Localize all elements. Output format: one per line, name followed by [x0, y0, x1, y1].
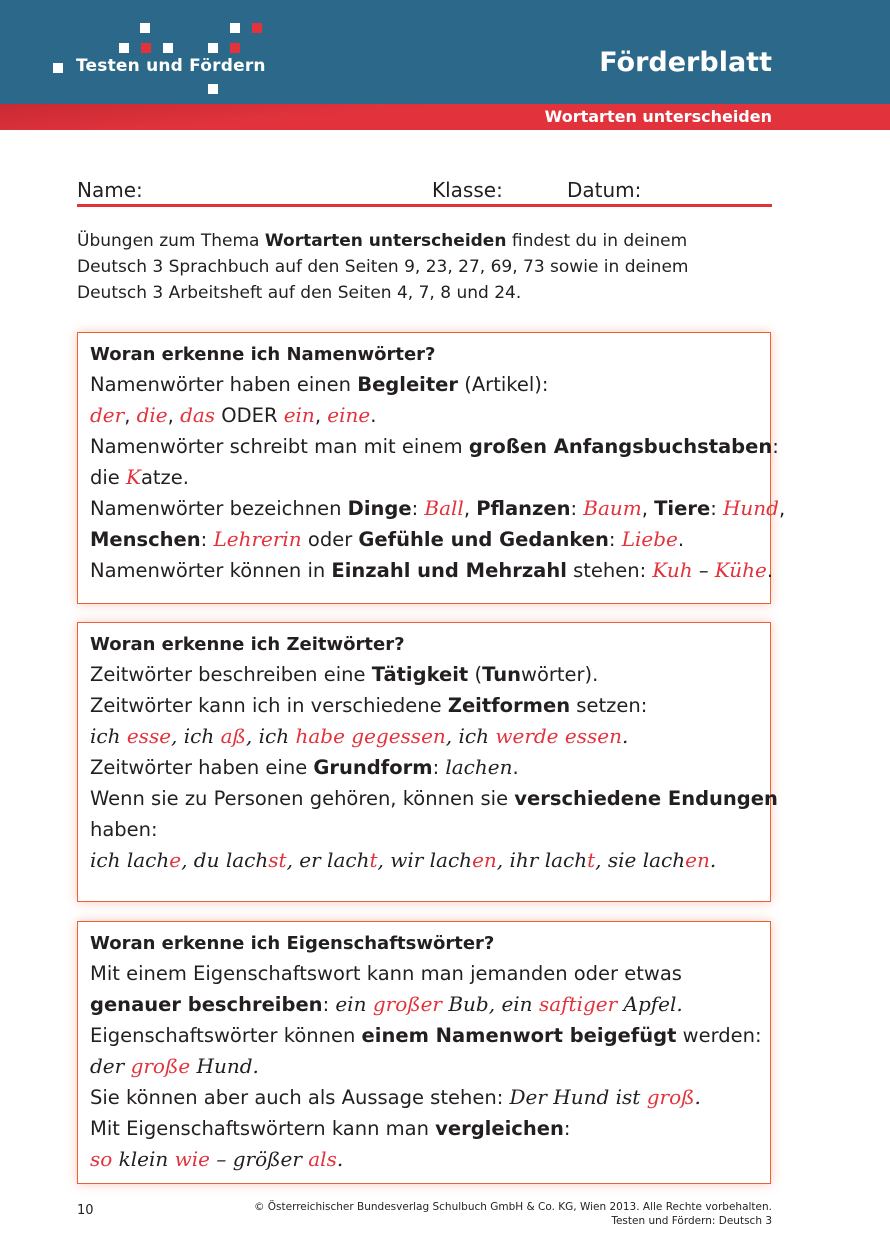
page-title: Förderblatt: [599, 47, 772, 78]
text: :: [411, 497, 425, 520]
text: Eigenschaftswörter können: [90, 1024, 362, 1047]
text-line: [90, 690, 758, 721]
text: .: [677, 528, 685, 551]
script-text: .: [709, 848, 717, 872]
red-script-text: Ball: [424, 496, 464, 520]
klasse-label: Klasse:: [432, 178, 503, 202]
text: ,: [314, 404, 328, 427]
red-script-text: Kuh: [652, 558, 693, 582]
text: ,: [641, 497, 655, 520]
script-text: , ich: [445, 724, 496, 748]
red-script-text: st: [268, 848, 287, 872]
text-line: [90, 1020, 762, 1051]
red-script-text: saftiger: [538, 992, 618, 1016]
script-text: .: [621, 724, 629, 748]
script-text: , sie lach: [595, 848, 686, 872]
script-text: lachen: [445, 755, 513, 779]
script-text: .: [336, 1147, 344, 1171]
red-script-text: Liebe: [621, 527, 678, 551]
red-script-text: Lehrerin: [213, 527, 302, 551]
copyright-text: © Österreichischer Bundesverlag Schulbuch GmbH & Co. KG, Wien 2013. Alle Rechte vorbehalten.: [253, 1201, 772, 1213]
header-bar: [0, 0, 890, 104]
red-script-text: esse: [126, 724, 172, 748]
box-namenwoerter: [77, 332, 786, 604]
text: ODER: [215, 404, 284, 427]
red-script-text: Hund: [722, 496, 779, 520]
bold-text: Grundform: [313, 756, 433, 779]
script-text: der: [90, 1054, 131, 1078]
script-text: ich lach: [90, 848, 170, 872]
script-text: , du lach: [181, 848, 269, 872]
text: .: [766, 559, 774, 582]
text: :: [710, 497, 723, 520]
red-script-text: Baum: [583, 496, 642, 520]
script-text: ein: [335, 992, 373, 1016]
red-script-text: große: [130, 1054, 191, 1078]
text-line: [90, 462, 758, 493]
red-script-text: der: [90, 403, 125, 427]
text: Wenn sie zu Personen gehören, können sie: [90, 787, 515, 810]
script-text: – größer: [210, 1147, 309, 1171]
text: Namenwörter bezeichnen: [90, 497, 348, 520]
intro-text: [77, 228, 777, 306]
red-script-text: groß: [646, 1085, 695, 1109]
text: :: [772, 435, 779, 458]
text: Zeitwörter haben eine: [90, 756, 314, 779]
page-number: 10: [77, 1203, 94, 1218]
bold-text: vergleichen: [435, 1117, 564, 1140]
text-line: [90, 845, 758, 876]
red-script-text: t: [369, 848, 378, 872]
box-zeitwoerter: [77, 622, 778, 902]
text: atze.: [140, 466, 189, 489]
text: :: [432, 756, 446, 779]
red-script-text: en: [472, 848, 497, 872]
red-script-text: wie: [174, 1147, 211, 1171]
red-script-text: ein: [283, 403, 315, 427]
text: Deutsch 3 Sprachbuch auf den Seiten 9, 23, 27, 69, 73 sowie in deinem: [77, 257, 689, 277]
bold-text: Tun: [482, 663, 521, 686]
script-text: Hund.: [190, 1054, 259, 1078]
script-text: , ihr lach: [496, 848, 588, 872]
text: ,: [463, 497, 477, 520]
script-text: , er lach: [286, 848, 370, 872]
text-line: [77, 254, 777, 280]
text: :: [322, 993, 336, 1016]
bold-text: Wortarten unterscheiden: [264, 231, 507, 251]
text: Sie können aber auch als Aussage stehen:: [90, 1086, 510, 1109]
script-text: , wir lach: [377, 848, 473, 872]
red-script-text: t: [587, 848, 596, 872]
text: die: [90, 466, 126, 489]
text: Mit Eigenschaftswörtern kann man: [90, 1117, 436, 1140]
text: Namenwörter können in: [90, 559, 332, 582]
text-line: [90, 814, 758, 845]
text: :: [563, 1117, 571, 1140]
text: (: [468, 663, 483, 686]
series-text: Testen und Fördern: Deutsch 3: [611, 1215, 772, 1227]
text: Namenwörter schreibt man mit einem: [90, 435, 469, 458]
text: :: [200, 528, 214, 551]
box-title: Woran erkenne ich Eigenschaftswörter?: [90, 933, 495, 954]
bold-text: Gefühle und Gedanken: [358, 528, 609, 551]
red-script-text: eine: [327, 403, 371, 427]
page-subtitle: Wortarten unterscheiden: [544, 107, 772, 126]
text-line: [90, 555, 774, 586]
text: haben:: [90, 818, 158, 841]
text: setzen:: [570, 694, 648, 717]
text-line: [90, 989, 758, 1020]
text-line: [90, 400, 758, 431]
script-text: , ich: [245, 724, 296, 748]
bold-text: genauer beschreiben: [90, 993, 323, 1016]
text: Namenwörter haben einen: [90, 373, 358, 396]
text-line: [90, 369, 758, 400]
datum-label: Datum:: [567, 178, 642, 202]
red-script-text: Kühe: [714, 558, 767, 582]
script-text: .: [694, 1085, 701, 1109]
text-line: [90, 493, 786, 524]
red-script-text: aß: [220, 724, 246, 748]
red-script-text: als: [308, 1147, 337, 1171]
text-line: [77, 280, 777, 306]
bold-text: verschiedene Endungen: [514, 787, 778, 810]
box-title: Woran erkenne ich Namenwörter?: [90, 344, 436, 365]
bold-text: Begleiter: [357, 373, 459, 396]
box-title: Woran erkenne ich Zeitwörter?: [90, 634, 405, 655]
script-text: Apfel.: [617, 992, 683, 1016]
text: ,: [124, 404, 137, 427]
text: findest du in deinem: [506, 231, 688, 251]
bold-text: einem Namenwort beigefügt: [361, 1024, 677, 1047]
text: ,: [778, 497, 786, 520]
bold-text: großen Anfangsbuchstaben: [468, 435, 773, 458]
bold-text: Menschen: [90, 528, 201, 551]
text-line: [90, 524, 758, 555]
script-text: ich: [90, 724, 127, 748]
name-label: Name:: [77, 178, 143, 202]
copyright: [254, 1200, 772, 1228]
text: :: [608, 528, 622, 551]
text-line: [90, 1144, 758, 1175]
bold-text: Einzahl und Mehrzahl: [331, 559, 567, 582]
text: Mit einem Eigenschaftswort kann man jemanden oder etwas: [90, 962, 682, 985]
text: –: [692, 559, 715, 582]
bold-text: Dinge: [347, 497, 412, 520]
bold-text: Tätigkeit: [371, 663, 469, 686]
red-script-text: großer: [372, 992, 442, 1016]
script-text: Der Hund ist: [509, 1085, 647, 1109]
bold-text: Pflanzen: [476, 497, 571, 520]
red-script-text: das: [180, 403, 216, 427]
text: Übungen zum Thema: [77, 231, 265, 251]
text: Zeitwörter beschreiben eine: [90, 663, 372, 686]
logo-text: Testen und Fördern: [76, 56, 266, 76]
text: oder: [301, 528, 359, 551]
text: stehen:: [566, 559, 653, 582]
text: Deutsch 3 Arbeitsheft auf den Seiten 4, 7, 8 und 24.: [77, 283, 522, 303]
red-script-text: en: [685, 848, 710, 872]
text: Zeitwörter kann ich in verschiedene: [90, 694, 448, 717]
text: :: [570, 497, 584, 520]
text-line: [90, 752, 758, 783]
red-script-text: so: [90, 1147, 113, 1171]
text-line: [90, 958, 758, 989]
name-underline: [77, 204, 772, 207]
bold-text: Zeitformen: [447, 694, 571, 717]
script-text: , ich: [171, 724, 221, 748]
red-script-text: werde essen: [495, 724, 622, 748]
script-text: Bub, ein: [442, 992, 539, 1016]
red-script-text: habe gegessen: [295, 724, 446, 748]
text-line: [77, 228, 777, 254]
text-line: [90, 1082, 758, 1113]
text-line: [90, 1051, 758, 1082]
red-script-text: die: [136, 403, 168, 427]
text: wörter).: [521, 663, 599, 686]
text-line: [90, 783, 778, 814]
text-line: [90, 431, 779, 462]
text-line: [90, 1113, 758, 1144]
text: ,: [167, 404, 181, 427]
text-line: [90, 721, 758, 752]
text-line: [90, 659, 758, 690]
box-eigenschaftswoerter: [77, 921, 771, 1184]
text: .: [370, 404, 377, 427]
script-text: klein: [112, 1147, 175, 1171]
text: .: [512, 756, 519, 779]
red-script-text: K: [126, 465, 141, 489]
bold-text: Tiere: [654, 497, 711, 520]
text: (Artikel):: [458, 373, 549, 396]
text: werden:: [676, 1024, 762, 1047]
red-script-text: e: [169, 848, 182, 872]
